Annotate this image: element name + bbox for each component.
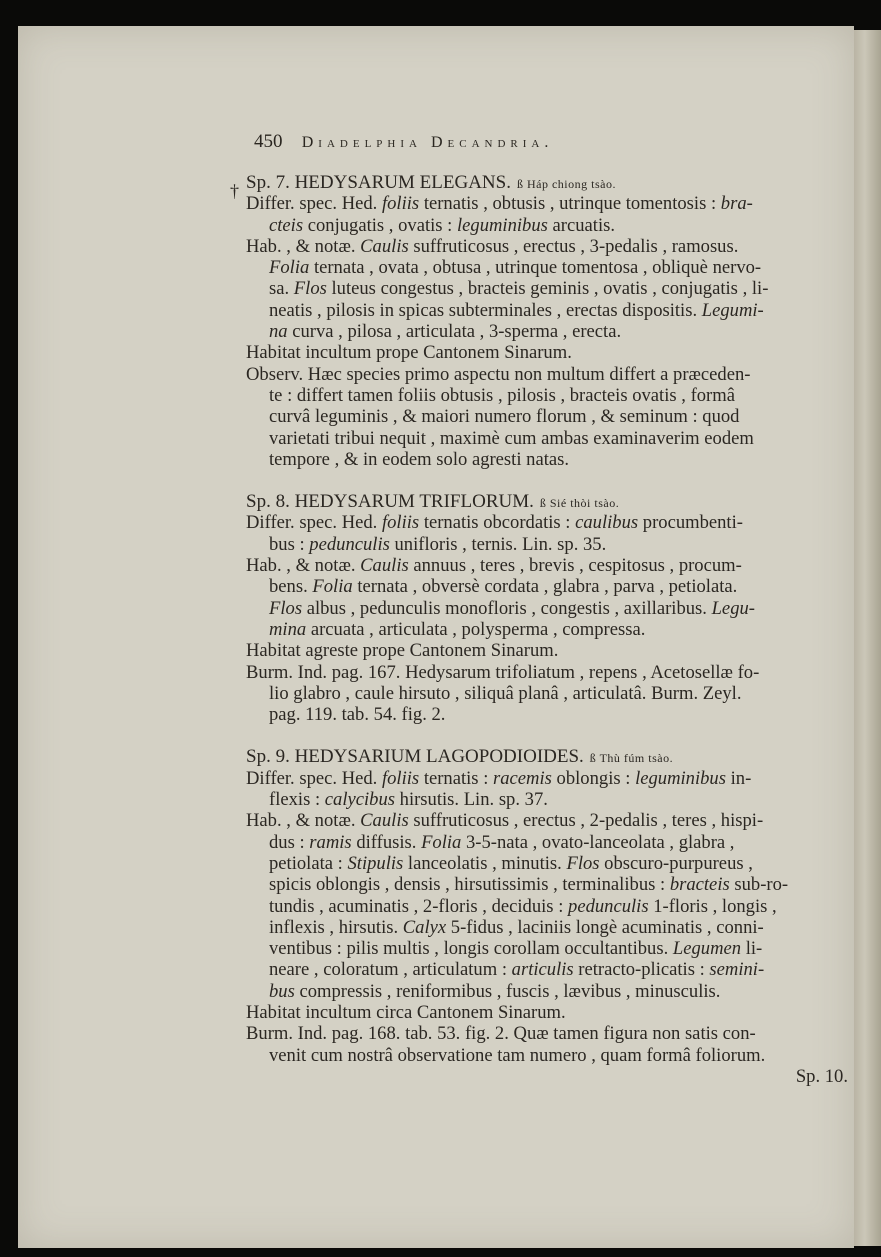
text-line: lio glabro , caule hirsuto , siliquâ planâ , articulatâ. Burm. Zeyl. [269,682,742,704]
page-body [246,172,848,1087]
species-title: Sp. 7. HEDYSARUM ELEGANS. [246,172,511,193]
text-line: sa. Flos luteus congestus , bracteis geminis , ovatis , conjugatis , li- [269,278,769,300]
text-line: Hab. , & notæ. Caulis suffruticosus , erectus , 2-pedalis , teres , hispi- [246,810,764,832]
text-line: Habitat agreste prope Cantonem Sinarum. [246,640,559,662]
species-title: Sp. 9. HEDYSARIUM LAGOPODIOIDES. [246,746,584,768]
text-line: varietati tribui nequit , maximè cum ambas examinaverim eodem [269,427,754,449]
text-line: tempore , & in eodem solo agresti natas. [269,448,570,470]
text-line: Differ. spec. Hed. foliis ternatis , obtusis , utrinque tomentosis : bra- [246,193,753,215]
text-line: pag. 119. tab. 54. fig. 2. [269,704,446,726]
text-line: Differ. spec. Hed. foliis ternatis : racemis oblongis : leguminibus in- [246,767,752,789]
text-line: Habitat incultum circa Cantonem Sinarum. [246,1001,566,1023]
text-line: Observ. Hæc species primo aspectu non multum differt a præceden- [246,363,751,385]
text-line: curvâ leguminis , & maiori numero florum , & seminum : quod [269,406,740,428]
text-line: Differ. spec. Hed. foliis ternatis obcordatis : caulibus procumbenti- [246,512,743,534]
running-header [254,128,754,153]
text-line: Habitat incultum prope Cantonem Sinarum. [246,342,572,364]
text-line: tundis , acuminatis , 2-floris , deciduis : pedunculis 1-floris , longis , [269,895,777,917]
species-title: Sp. 8. HEDYSARUM TRIFLORUM. [246,491,534,513]
species-heading [246,491,848,512]
text-line: venit cum nostrâ observatione tam numero , quam formâ foliorum. [269,1044,766,1066]
text-line: dus : ramis diffusis. Folia 3-5-nata , ovato-lanceolata , glabra , [269,831,735,853]
species-heading [246,172,848,193]
text-line: neatis , pilosis in spicas subterminales , erectas dispositis. Legumi- [269,299,764,321]
text-line: neare , coloratum , articulatum : articulis retracto-plicatis : semini- [269,959,765,981]
section-gap [246,725,848,746]
text-line: Hab. , & notæ. Caulis suffruticosus , erectus , 3-pedalis , ramosus. [246,235,739,257]
text-line: na curva , pilosa , articulata , 3-sperma , erecta. [269,321,622,343]
section-gap [246,470,848,491]
running-title: Diadelphia Decandria. [301,134,554,151]
dagger-mark: † [230,181,239,201]
text-line: flexis : calycibus hirsutis. Lin. sp. 37. [269,789,548,811]
text-line: mina arcuata , articulata , polysperma , compressa. [269,618,646,640]
text-line: bus : pedunculis unifloris , ternis. Lin. sp. 35. [269,533,607,555]
text-line: spicis oblongis , densis , hirsutissimis , terminalibus : bracteis sub-ro- [269,874,789,896]
next-page-edge [854,30,881,1246]
chinese-name: ß Thù fúm tsào. [589,751,674,766]
text-line: ventibus : pilis multis , longis corollam occultantibus. Legumen li- [269,938,763,960]
text-line: te : differt tamen foliis obtusis , pilosis , bracteis ovatis , formâ [269,384,735,406]
catchword: Sp. 10. [795,1065,848,1087]
chinese-name: ß Háp chiong tsào. [516,177,616,191]
text-line: Burm. Ind. pag. 167. Hedysarum trifoliatum , repens , Acetosellæ fo- [246,661,760,683]
text-line: inflexis , hirsutis. Calyx 5-fidus , laciniis longè acuminatis , conni- [269,916,764,938]
text-line: petiolata : Stipulis lanceolatis , minutis. Flos obscuro-purpureus , [269,852,753,874]
text-line: bus compressis , reniformibus , fuscis , lævibus , minusculis. [269,980,721,1002]
page-number: 450 [254,131,283,152]
text-line: Hab. , & notæ. Caulis annuus , teres , brevis , cespitosus , procum- [246,555,742,577]
text-line: cteis conjugatis , ovatis : leguminibus arcuatis. [269,214,616,236]
species-heading [246,746,848,767]
text-line: Burm. Ind. pag. 168. tab. 53. fig. 2. Quæ tamen figura non satis con- [246,1023,756,1045]
chinese-name: ß Sié thòi tsào. [539,496,620,511]
text-line: bens. Folia ternata , obversè cordata , glabra , parva , petiolata. [269,576,738,598]
text-line: Folia ternata , ovata , obtusa , utrinque tomentosa , obliquè nervo- [269,257,762,279]
text-line: Flos albus , pedunculis monofloris , congestis , axillaribus. Legu- [269,597,755,619]
